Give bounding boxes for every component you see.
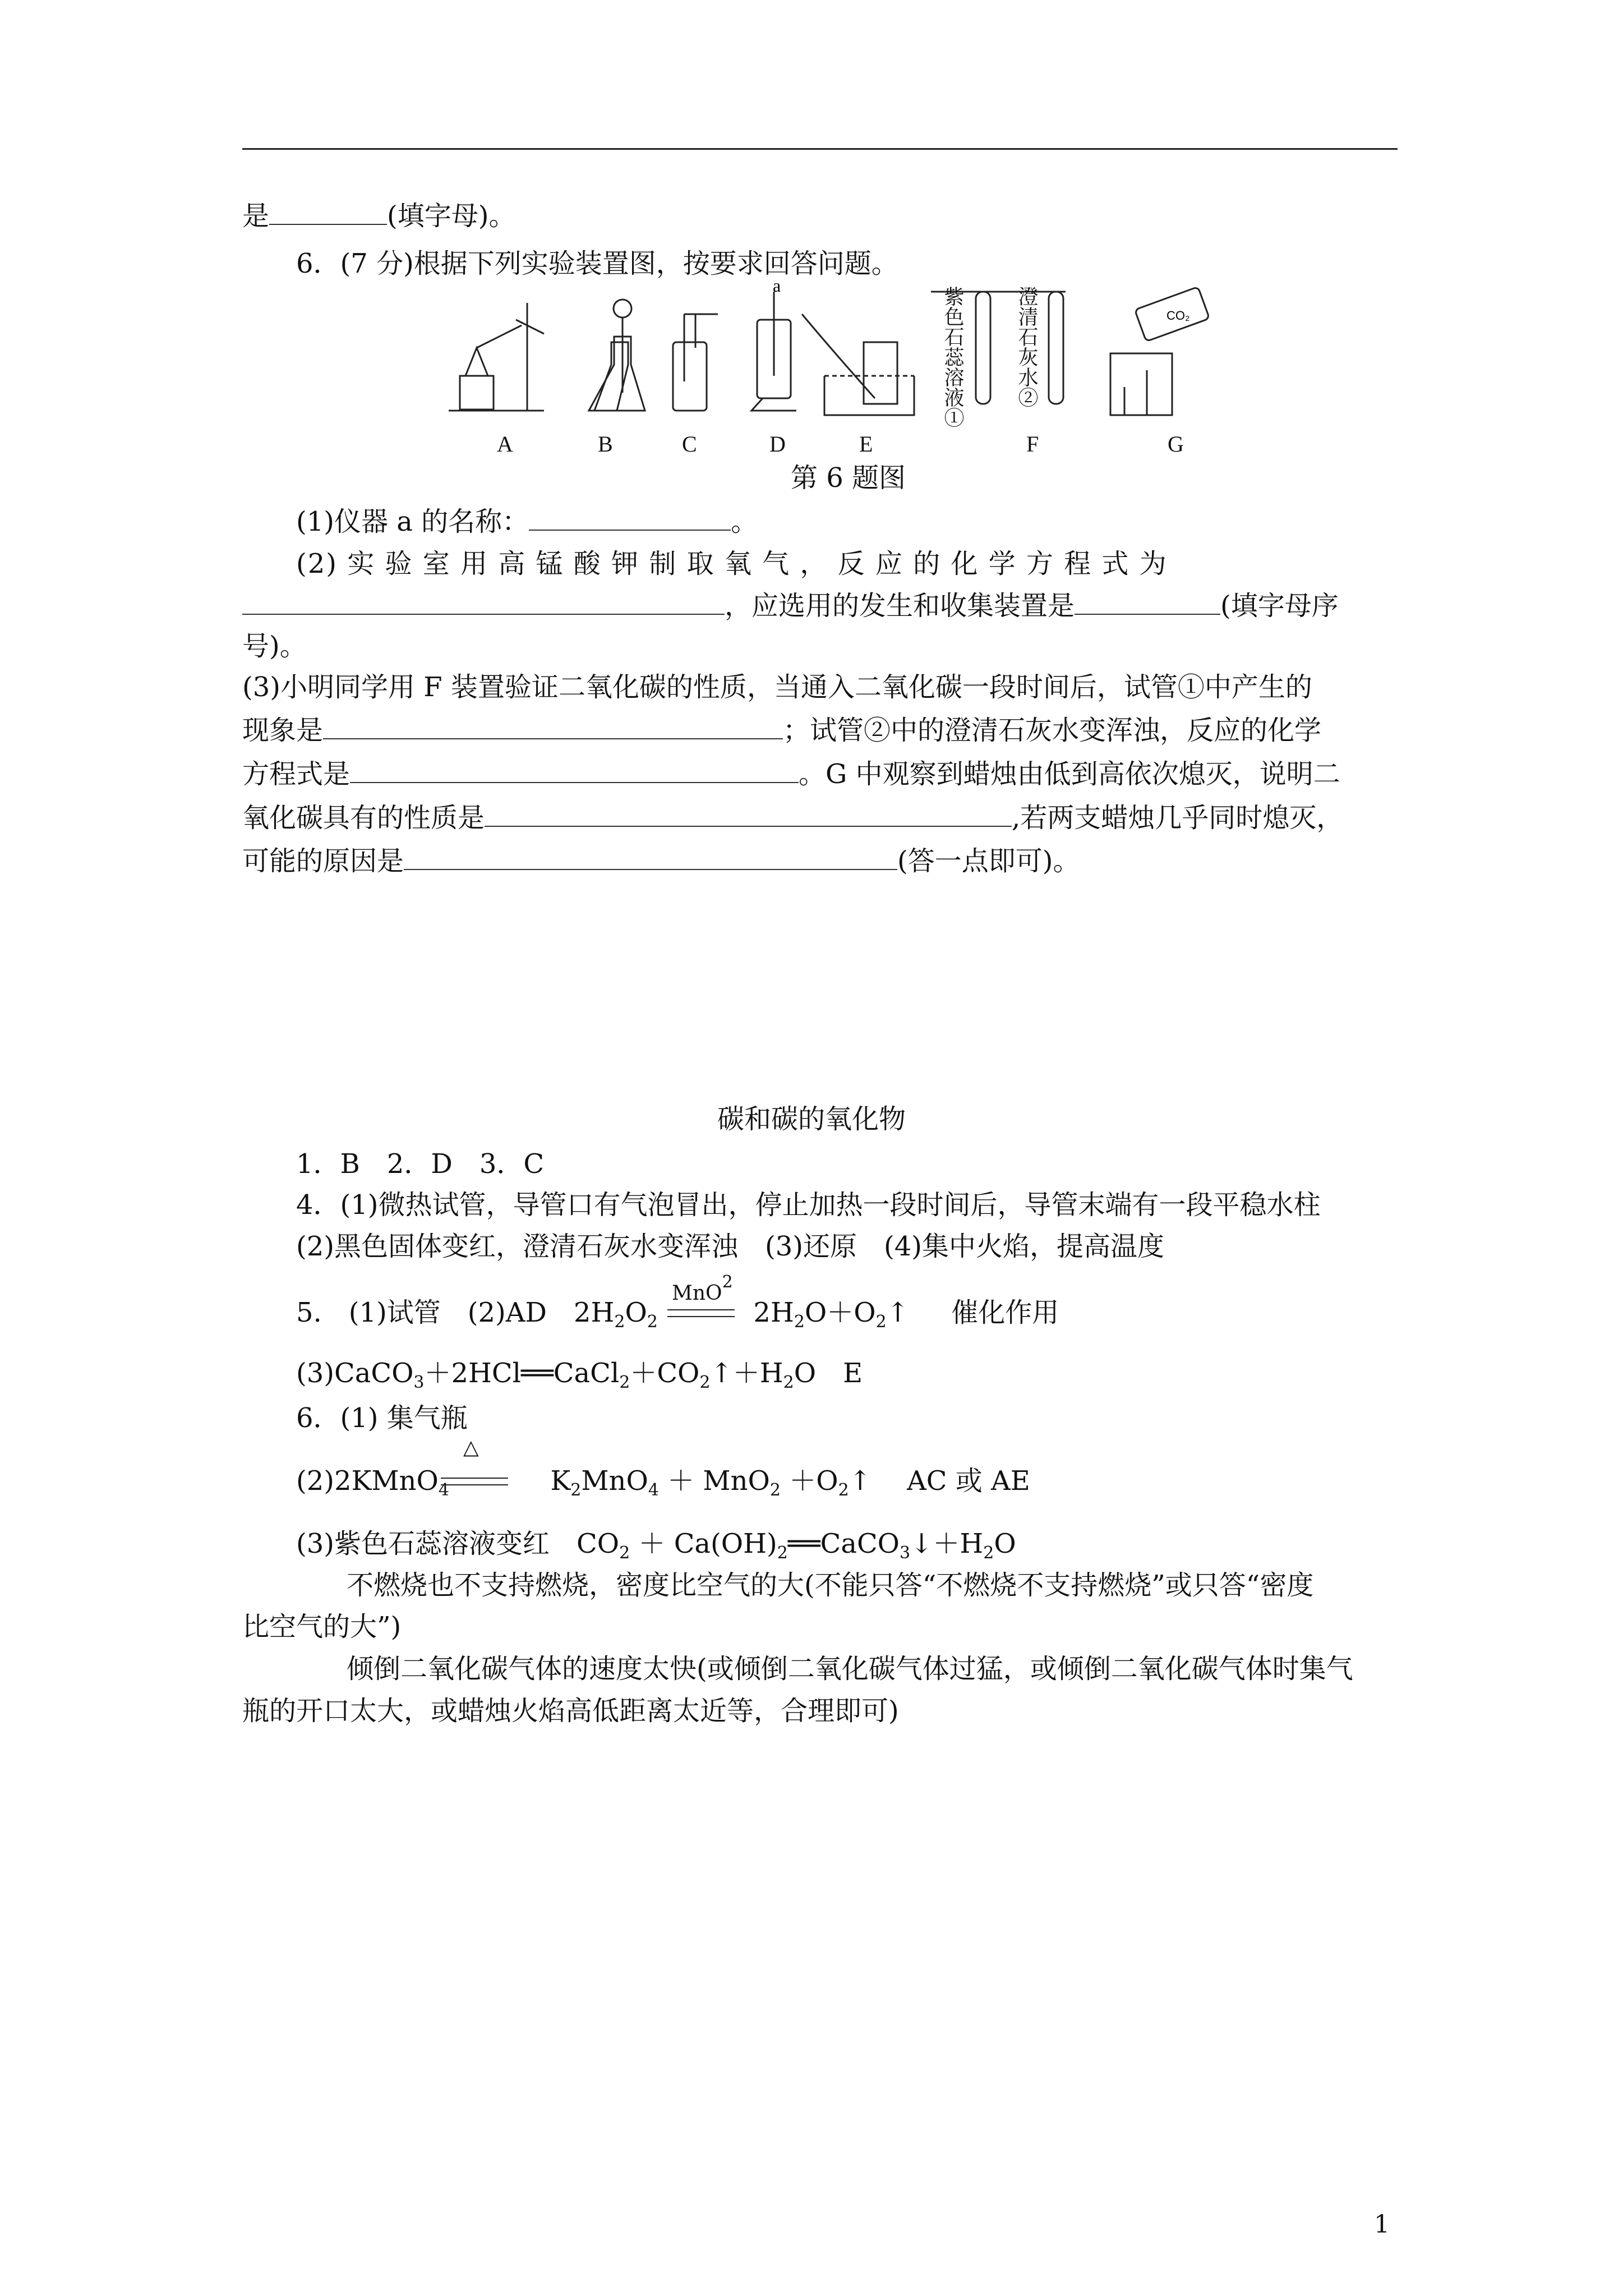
figure-label: C [682, 431, 697, 457]
answer-6-part1: 6．(1) 集气瓶 [296, 1402, 468, 1434]
answer-4-line2: (2)黑色固体变红，澄清石灰水变浑浊 (3)还原 (4)集中火焰，提高温度 [296, 1231, 1164, 1262]
answer-4-line1: 4．(1)微热试管，导管口有气泡冒出，停止加热一段时间后，导管末端有一段平稳水柱 [296, 1189, 1321, 1221]
answer-6-part3: (3)紫色石蕊溶液变红 $CO_2$ ＋ $Ca(OH)_2══CaCO_3↓+H_2O$ [296, 1528, 1016, 1563]
apparatus-drawing [437, 280, 1256, 466]
q6-part3-line2: 现象是 ；试管②中的澄清石灰水变浑浊，反应的化学 [242, 715, 1322, 746]
answer-5-equation: 5. (1)试管 (2)AD $2H_2O_2$ $2H_2O+O_2↑$ 催化作用 [296, 1297, 1059, 1332]
figure-text-f1: 紫色石蕊溶液① [941, 286, 964, 427]
q6-part3-line5: 可能的原因是 (答一点即可)。 [242, 845, 1080, 877]
q6-part3-line1: (3)小明同学用 F 装置验证二氧化碳的性质，当通入二氧化碳一段时间后，试管①中产生的 [242, 671, 1312, 703]
q6-part3-line3: 方程式是 。G 中观察到蜡烛由低到高依次熄灭，说明二 [242, 758, 1340, 790]
q6-part1: (1)仪器 a 的名称： 。 [296, 506, 758, 537]
answer-6-p2-line2: 瓶的开口太大，或蜡烛火焰高低距离太近等，合理即可) [242, 1695, 899, 1727]
figure-label: B [598, 431, 613, 457]
answers-title: 碳和碳的氧化物 [717, 1103, 906, 1135]
apparatus-figure [437, 280, 1256, 466]
figure-label: A [497, 431, 513, 457]
answer-blank [529, 505, 731, 531]
answer-blank [485, 801, 1012, 827]
answer-blank [1075, 589, 1220, 615]
page-number: 1 [1374, 2210, 1390, 2239]
figure-label-a: a [773, 280, 781, 296]
answer-6-p2-line1: 倾倒二氧化碳气体的速度太快(或倾倒二氧化碳气体过猛，或倾倒二氧化碳气体时集气 [347, 1653, 1353, 1685]
catalyst-condition: MnO$^2$ [672, 1272, 733, 1305]
equals-sign [441, 1478, 508, 1485]
figure-caption: 第 6 题图 [791, 462, 906, 494]
figure-label: E [859, 431, 873, 457]
answer-6-p1-line2: 比空气的大”) [242, 1611, 402, 1642]
figure-label: F [1026, 431, 1039, 457]
q6-header: 6．(7 分)根据下列实验装置图，按要求回答问题。 [296, 248, 898, 279]
answers-1-3: 1．B 2．D 3．C [296, 1148, 545, 1180]
answer-6-p1-line1: 不燃烧也不支持燃烧，密度比空气的大(不能只答“不燃烧不支持燃烧”或只答“密度 [347, 1570, 1314, 1601]
equals-sign [667, 1309, 735, 1317]
answer-blank [323, 714, 783, 739]
answer-blank [350, 757, 799, 783]
q6-part2-line3: 号)。 [242, 631, 307, 662]
answer-6-part2: (2)2KMnO$_4$ $K_2MnO_4 + MnO_2$ $+O_2↑$ AC 或 AE [296, 1465, 1030, 1500]
q6-part3-line4: 氧化碳具有的性质是 ,若两支蜡烛几乎同时熄灭， [242, 802, 1344, 834]
answer-5-part3: $(3)CaCO_3+2HCl══CaCl_2+CO_2↑+H_2O$ E [296, 1358, 863, 1392]
figure-label: D [769, 431, 786, 457]
answer-blank [242, 589, 725, 615]
answer-blank [269, 199, 387, 225]
q6-part2-line2: ，应选用的发生和收集装置是 (填字母序 [242, 589, 1339, 623]
figure-label: G [1168, 431, 1184, 457]
top-fragment: 是 (填字母)。 [242, 200, 516, 232]
answer-blank [404, 844, 897, 870]
header-rule [242, 148, 1398, 150]
figure-co2: CO₂ [1166, 309, 1190, 323]
q6-part2-line1: (2) 实 验 室 用 高 锰 酸 钾 制 取 氧 气 ， 反 应 的 化 学 方 程 式 为 [296, 548, 1168, 579]
figure-text-f2: 澄清石灰水② [1015, 286, 1038, 407]
heat-condition: △ [463, 1436, 479, 1459]
